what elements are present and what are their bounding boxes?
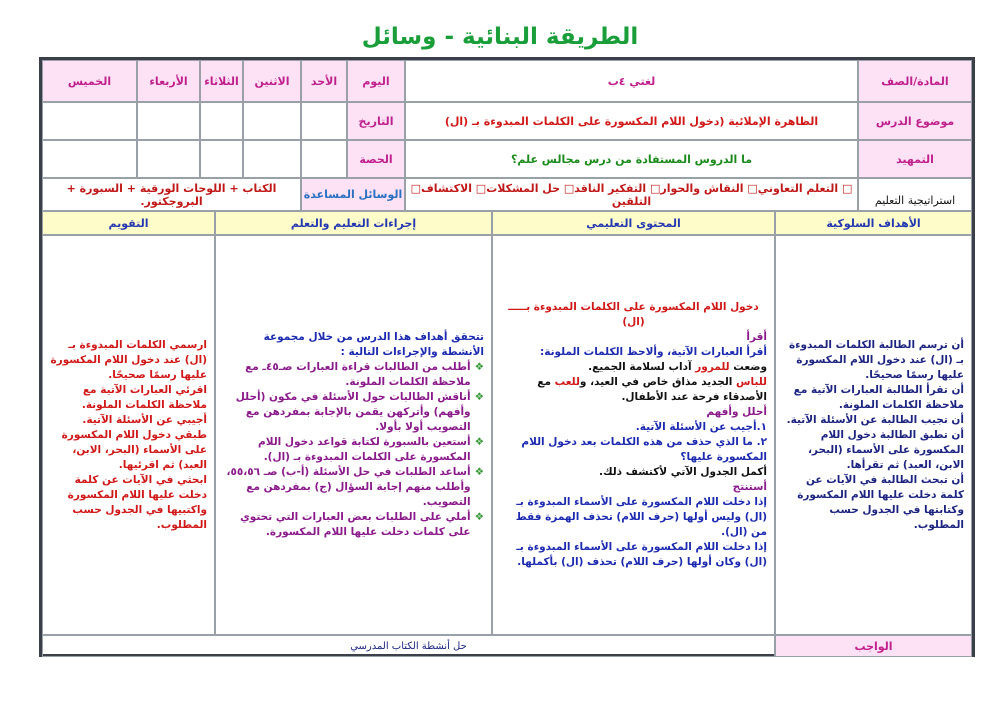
- procedure-text: أملي على الطلبات بعض العبارات التي تحتوي على كلمات دخلت عليها اللام المكسورة.: [240, 511, 471, 538]
- content-header: المحتوى التعليمي: [492, 211, 775, 235]
- content-text: إذا دخلت اللام المكسورة على الأسماء المبدوءة بـ (ال) وكان أولها (حرف اللام) تحذف (ال) بأكملها.: [516, 541, 767, 568]
- objectives-cell: [775, 235, 972, 635]
- content-text: أحلل وأفهم: [706, 406, 767, 418]
- content-text: إذا دخلت اللام المكسورة على الأسماء المبدوءة بـ (ال) وليس أولها (حرف اللام) تحذف الهمزة فقط من (ال).: [515, 496, 767, 538]
- procedure-item: [223, 465, 484, 510]
- bullet-icon: ❖: [474, 391, 484, 403]
- procedure-item: [223, 510, 484, 540]
- day-monday: الاثنين: [243, 60, 301, 102]
- bullet-icon: ❖: [474, 436, 484, 448]
- day-sunday: الأحد: [301, 60, 347, 102]
- content-text: آداب لسلامة الجميع.: [588, 361, 696, 373]
- content-line: [500, 405, 767, 420]
- evaluation-item: ارسمي الكلمات المبدوءة بـ (ال) عند دخول اللام المكسورة عليها رسمًا صحيحًا.: [50, 338, 207, 381]
- content-line: [500, 495, 767, 540]
- content-text: دخول اللام المكسورة على الكلمات المبدوءة بـــــ (ال): [508, 301, 759, 328]
- content-text: أستنتج: [732, 481, 767, 493]
- content-text: أكمل الجدول الآتي لأكتشف ذلك.: [598, 466, 767, 478]
- procedure-text: أطلب من الطالبات قراءة العبارات صـ٤٥ـ مع ملاحظة الكلمات الملونة.: [245, 361, 471, 388]
- objective-item: أن تجيب الطالبة عن الأسئلة الآتية.: [786, 413, 964, 426]
- content-text: للمرور: [695, 361, 730, 373]
- content-line: [500, 330, 767, 345]
- content-text: أقرأ: [746, 331, 767, 343]
- evaluation-item: اقرئي العبارات الآتية مع ملاحظة الكلمات الملونة.: [81, 383, 207, 411]
- content-text: أقرأ العبارات الآتية، وألاحظ الكلمات الملونة:: [540, 346, 767, 358]
- procedure-item: [223, 360, 484, 390]
- procedure-text: أستعين بالسبورة لكتابة قواعد دخول اللام المكسورة على الكلمات المبدوءة بـ (ال).: [258, 436, 471, 463]
- procedure-item: [223, 390, 484, 435]
- bullet-icon: ❖: [474, 511, 484, 523]
- topic-label: موضوع الدرس: [858, 102, 972, 140]
- evaluation-cell: [42, 235, 215, 635]
- topic-value: الظاهرة الإملائية (دخول اللام المكسورة على الكلمات المبدوءة بـ (ال): [405, 102, 858, 140]
- procedures-header: إجراءات التعليم والتعلم: [215, 211, 492, 235]
- lesson-plan-table: [39, 57, 975, 657]
- content-line: [500, 300, 767, 330]
- date-tuesday-cell[interactable]: [200, 102, 243, 140]
- content-line: [500, 375, 767, 405]
- day-tuesday: الثلاثاء: [200, 60, 243, 102]
- content-line: [500, 435, 767, 465]
- content-text: للباس: [736, 376, 767, 388]
- bullet-icon: ❖: [474, 466, 484, 478]
- content-line: [500, 345, 767, 360]
- period-tuesday-cell[interactable]: [200, 140, 243, 178]
- date-label: التاريخ: [347, 102, 405, 140]
- day-thursday: الخميس: [42, 60, 137, 102]
- procedures-cell: [215, 235, 492, 635]
- homework-value: حل أنشطة الكتاب المدرسي: [42, 635, 775, 657]
- content-text: للعب: [554, 376, 580, 388]
- content-line: [500, 465, 767, 480]
- objective-item: أن تطبق الطالبة دخول اللام المكسورة على الأسماء (البحر، الابن، العبد) ثم تقرأها.: [807, 428, 964, 471]
- subject-value: لغتي ٤ب: [405, 60, 858, 102]
- day-label: اليوم: [347, 60, 405, 102]
- period-monday-cell[interactable]: [243, 140, 301, 178]
- intro-label: التمهيد: [858, 140, 972, 178]
- period-sunday-cell[interactable]: [301, 140, 347, 178]
- date-sunday-cell[interactable]: [301, 102, 347, 140]
- content-text: وضعت: [729, 361, 767, 373]
- content-text: ٢. ما الذي حذف من هذه الكلمات بعد دخول اللام المكسورة عليها؟: [521, 436, 767, 463]
- content-cell: [492, 235, 775, 635]
- homework-label: الواجب: [775, 635, 972, 657]
- page-title: الطريقة البنائية - وسائل: [361, 24, 639, 50]
- day-wednesday: الأربعاء: [137, 60, 200, 102]
- procedures-intro: تتحقق أهداف هذا الدرس من خلال مجموعة الأنشطة والإجراءات التالية :: [263, 331, 484, 358]
- date-monday-cell[interactable]: [243, 102, 301, 140]
- period-label: الحصة: [347, 140, 405, 178]
- procedure-item: [223, 435, 484, 465]
- date-thursday-cell[interactable]: [42, 102, 137, 140]
- evaluation-item: أجيبي عن الأسئلة الآتية.: [82, 413, 207, 426]
- subject-label: المادة/الصف: [858, 60, 972, 102]
- content-text: مع الأصدقاء فرحة عند الأطفال.: [537, 376, 767, 403]
- evaluation-header: التقويم: [42, 211, 215, 235]
- strategy-options[interactable]: □ التعلم التعاوني□ النقاش والحوار□ التفكير الناقد□ حل المشكلات□ الاكتشاف□ التلقين: [405, 178, 858, 211]
- evaluation-item: طبقي دخول اللام المكسورة على الأسماء (البحر، الابن، العبد) ثم اقرئيها.: [61, 428, 207, 471]
- tools-label: الوسائل المساعدة: [301, 178, 405, 211]
- period-thursday-cell[interactable]: [42, 140, 137, 178]
- objective-item: أن تقرأ الطالبة العبارات الآتية مع ملاحظة الكلمات الملونة.: [793, 383, 964, 411]
- bullet-icon: ❖: [474, 361, 484, 373]
- content-line: [500, 360, 767, 375]
- content-line: [500, 480, 767, 495]
- content-line: [500, 420, 767, 435]
- tools-value: الكتاب + اللوحات الورقية + السبورة + البروجكتور.: [42, 178, 301, 211]
- content-text: الجديد مذاق خاص في العيد، و: [579, 376, 737, 388]
- content-line: [500, 540, 767, 570]
- procedure-text: أساعد الطلبات في حل الأسئلة (أ-ب) صـ ٥٥،٥٦، وأطلب منهم إجابة السؤال (ج) بمفردهن مع التصويب.: [226, 466, 471, 508]
- intro-value: ما الدروس المستفادة من درس مجالس علم؟: [405, 140, 858, 178]
- date-wednesday-cell[interactable]: [137, 102, 200, 140]
- period-wednesday-cell[interactable]: [137, 140, 200, 178]
- objective-item: أن ترسم الطالبة الكلمات المبدوءة بـ (ال) عند دخول اللام المكسورة عليها رسمًا صحيحًا.: [788, 338, 964, 381]
- evaluation-item: ابحثي في الآيات عن كلمة دخلت عليها اللام المكسورة واكتبيها في الجدول حسب المطلوب.: [67, 473, 207, 531]
- objective-item: أن تبحث الطالبة في الآيات عن كلمة دخلت عليها اللام المكسورة وكتابتها في الجدول حسب المطلوب.: [797, 473, 964, 531]
- objectives-header: الأهداف السلوكية: [775, 211, 972, 235]
- content-text: ١.أجيب عن الأسئلة الآتية.: [635, 421, 767, 433]
- procedure-text: أناقش الطالبات حول الأسئلة في مكون (أحلل وأفهم) وأتركهن يقمن بالإجابة بمفردهن مع التصويب أولا بأولا.: [235, 391, 471, 433]
- strategy-label: استراتيجية التعليم: [858, 178, 972, 211]
